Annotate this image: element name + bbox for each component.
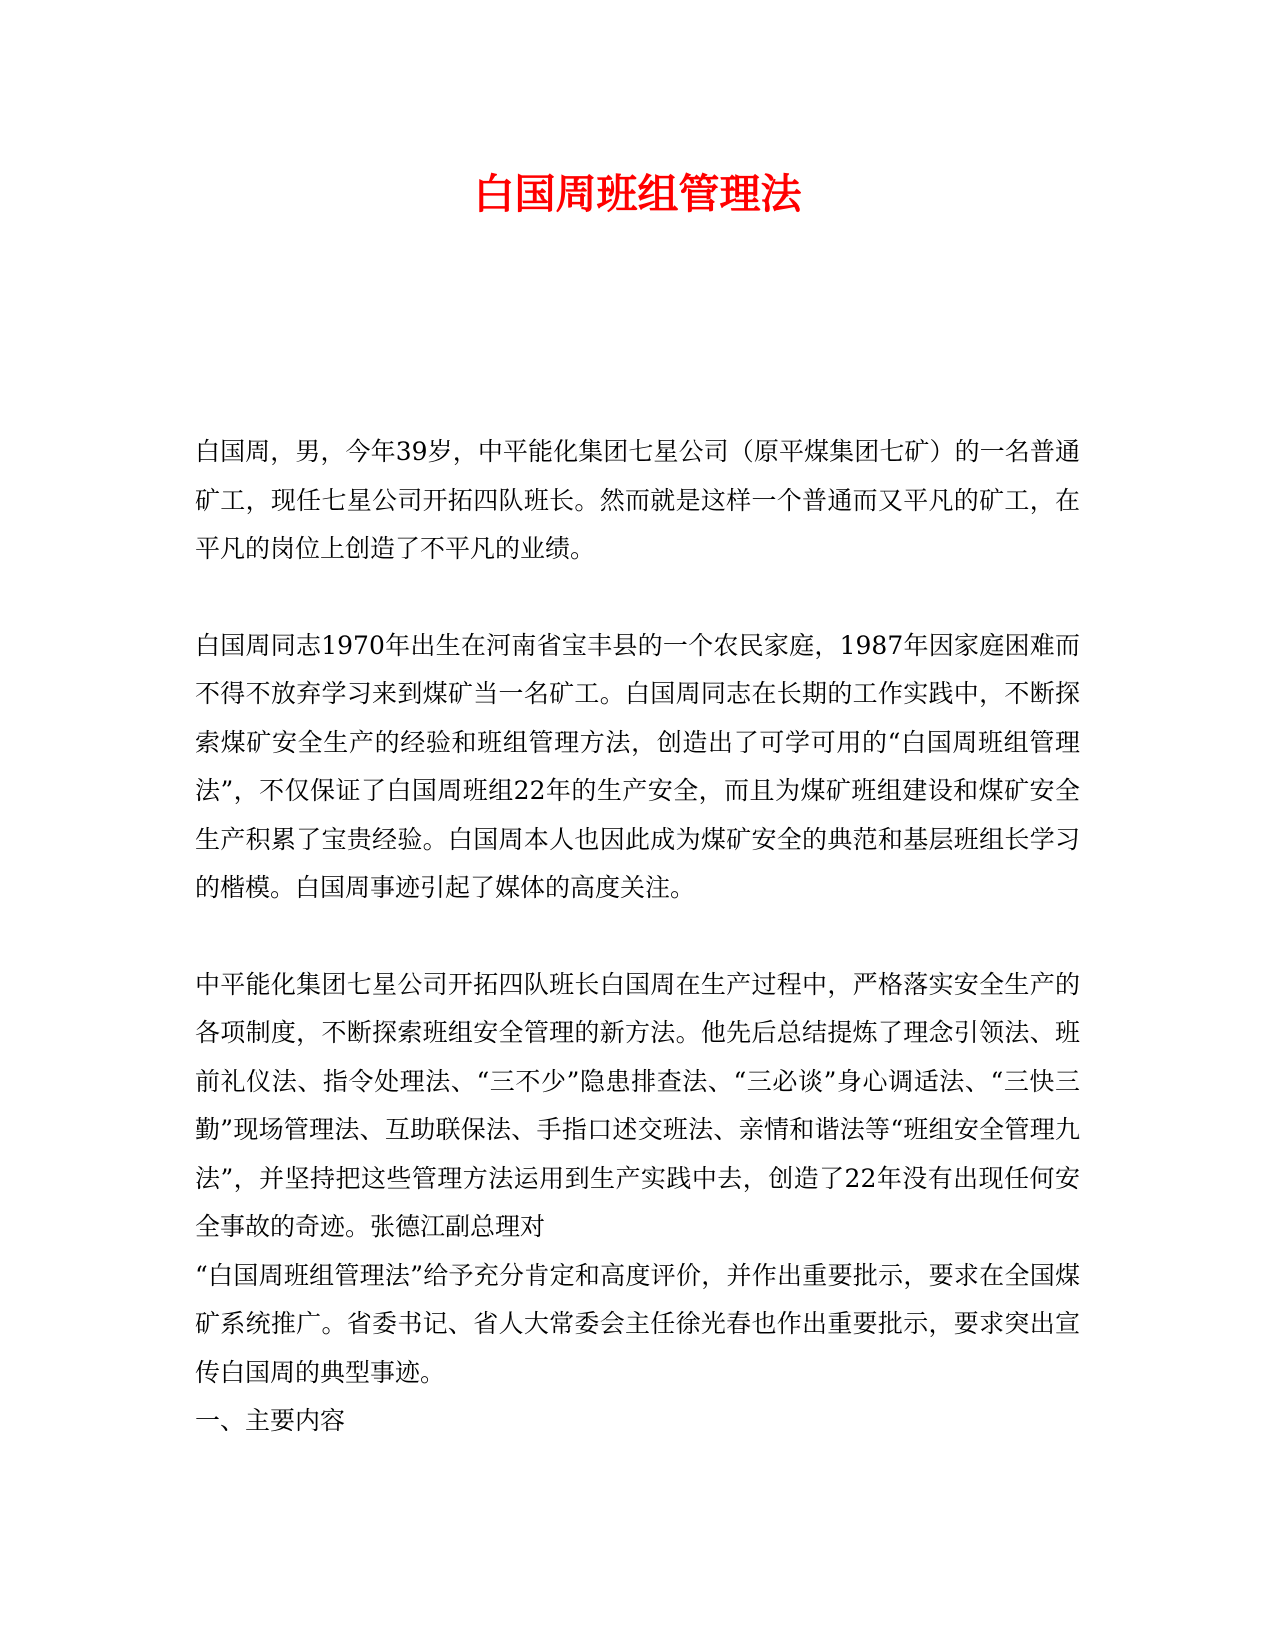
paragraph-gap bbox=[195, 913, 1080, 961]
paragraph-endorsement: “白国周班组管理法”给予充分肯定和高度评价，并作出重要批示，要求在全国煤矿系统推广。省委书记、省人大常委会主任徐光春也作出重要批示，要求突出宣传白国周的典型事迹。 bbox=[195, 1260, 1080, 1387]
section-heading-main-content: 一、主要内容 bbox=[195, 1406, 346, 1435]
paragraph-methods: 中平能化集团七星公司开拓四队班长白国周在生产过程中，严格落实安全生产的各项制度，不断探索班组安全管理的新方法。他先后总结提炼了理念引领法、班前礼仪法、指令处理法、“三不少”隐患排查法、“三必谈”身心调适法、“三快三勤”现场管理法、互助联保法、手指口述交班法、亲情和谐法等“班组安全管理九法”，并坚持把这些管理方法运用到生产实践中去，创造了22年没有出现任何安全事故的奇迹。张德江副总理对 bbox=[195, 969, 1080, 1241]
document-title: 白国周班组管理法 bbox=[473, 170, 802, 218]
paragraph-biography: 白国周同志1970年出生在河南省宝丰县的一个农民家庭，1987年因家庭困难而不得不放弃学习来到煤矿当一名矿工。白国周同志在长期的工作实践中，不断探索煤矿安全生产的经验和班组管理方法，创造出了可学可用的“白国周班组管理法”，不仅保证了白国周班组22年的生产安全，而且为煤矿班组建设和煤矿安全生产积累了宝贵经验。白国周本人也因此成为煤矿安全的典范和基层班组长学习的楷模。白国周事迹引起了媒体的高度关注。 bbox=[195, 630, 1080, 902]
paragraph-gap bbox=[195, 574, 1080, 622]
paragraph-intro: 白国周，男，今年39岁，中平能化集团七星公司（原平煤集团七矿）的一名普通矿工，现任七星公司开拓四队班长。然而就是这样一个普通而又平凡的矿工，在平凡的岗位上创造了不平凡的业绩。 bbox=[195, 437, 1080, 563]
document-body bbox=[195, 428, 1080, 1446]
